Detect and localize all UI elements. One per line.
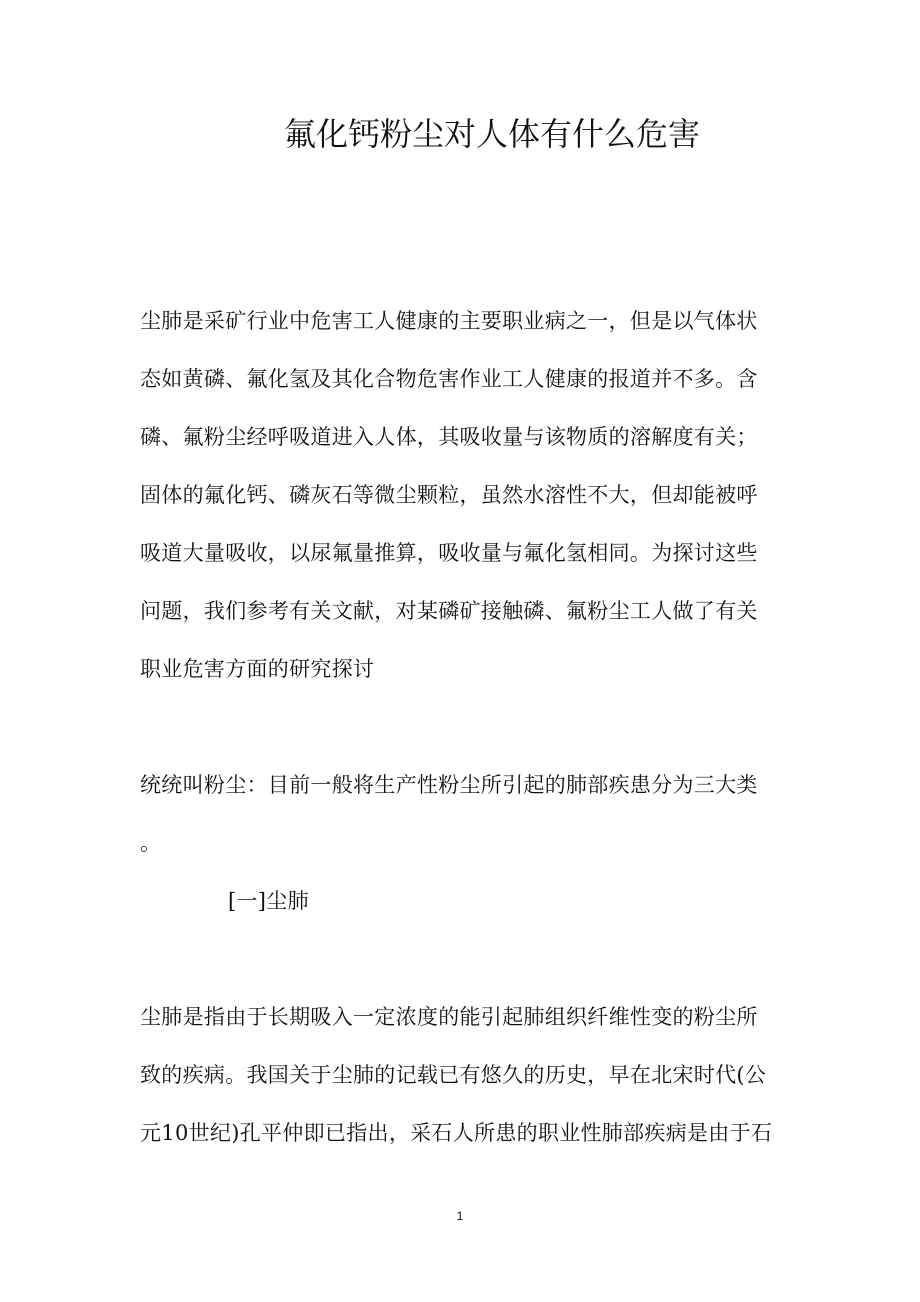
paragraph-1-line-6: 问题，我们参考有关文献，对某磷矿接触磷、氟粉尘工人做了有关	[140, 599, 758, 623]
document-title: 氟化钙粉尘对人体有什么危害	[283, 115, 700, 153]
paragraph-1-line-2: 态如黄磷、氟化氢及其化合物危害作业工人健康的报道并不多。含	[140, 367, 758, 391]
paragraph-1-line-3: 磷、氟粉尘经呼吸道进入人体，其吸收量与该物质的溶解度有关；	[140, 425, 758, 449]
paragraph-1-line-1: 尘肺是采矿行业中危害工人健康的主要职业病之一，但是以气体状	[140, 309, 758, 333]
page-number: 1	[456, 1209, 464, 1223]
paragraph-3-line-3: 元10世纪)孔平仲即已指出，采石人所患的职业性肺部疾病是由于石	[140, 1121, 773, 1145]
paragraph-1-line-7: 职业危害方面的研究探讨	[140, 657, 375, 681]
paragraph-3-line-1: 尘肺是指由于长期吸入一定浓度的能引起肺组织纤维性变的粉尘所	[140, 1005, 758, 1029]
paragraph-2-line-1: 统统叫粉尘：目前一般将生产性粉尘所引起的肺部疾患分为三大类	[140, 773, 758, 797]
paragraph-2-line-2: 。	[140, 831, 162, 855]
paragraph-1-line-4: 固体的氟化钙、磷灰石等微尘颗粒，虽然水溶性不大，但却能被呼	[140, 483, 758, 507]
paragraph-1-line-5: 吸道大量吸收，以尿氟量推算，吸收量与氟化氢相同。为探讨这些	[140, 541, 758, 565]
paragraph-3-line-2: 致的疾病。我国关于尘肺的记载已有悠久的历史，早在北宋时代(公	[140, 1063, 767, 1087]
section-heading: [一]尘肺	[228, 889, 309, 913]
